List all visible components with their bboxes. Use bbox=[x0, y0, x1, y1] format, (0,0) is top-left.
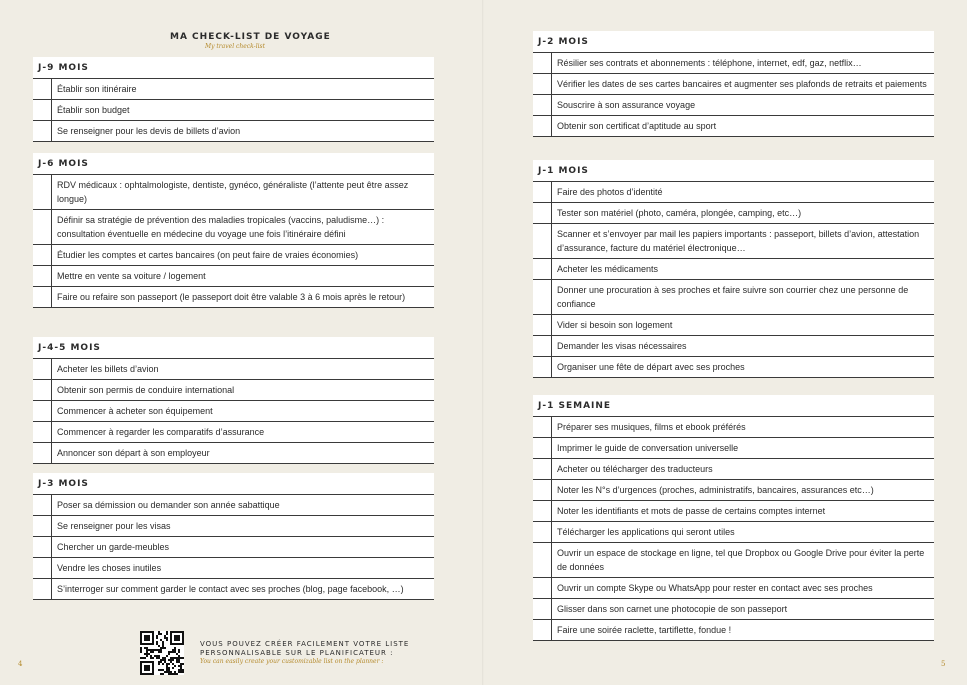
checkbox[interactable] bbox=[33, 287, 52, 307]
section-header bbox=[533, 31, 934, 53]
checkbox[interactable] bbox=[33, 100, 52, 120]
section-j-2-mois bbox=[533, 31, 934, 137]
checklist-item-label: Étudier les comptes et cartes bancaires (on peut faire de vraies économies) bbox=[57, 250, 359, 260]
checkbox[interactable] bbox=[33, 79, 52, 99]
checklist-item-label: Acheter ou télécharger des traducteurs bbox=[557, 464, 713, 474]
checkbox[interactable] bbox=[33, 210, 52, 244]
section-header bbox=[33, 57, 434, 79]
page-subtitle: My travel check-list bbox=[204, 43, 266, 50]
checklist-item-label: Établir son itinéraire bbox=[57, 84, 137, 94]
checklist-item-label: Ouvrir un compte Skype ou WhatsApp pour rester en contact avec ses proches bbox=[557, 583, 873, 593]
checkbox[interactable] bbox=[533, 203, 552, 223]
checklist-item bbox=[533, 259, 934, 280]
checkbox[interactable] bbox=[33, 380, 52, 400]
checklist-item-label: Télécharger les applications qui seront utiles bbox=[557, 527, 735, 537]
checklist-item-label: Résilier ses contrats et abonnements : téléphone, internet, edf, gaz, netflix… bbox=[557, 58, 862, 68]
checkbox[interactable] bbox=[533, 480, 552, 500]
section-header bbox=[33, 337, 434, 359]
checklist-item-label: Commencer à acheter son équipement bbox=[57, 406, 213, 416]
checkbox[interactable] bbox=[33, 422, 52, 442]
checkbox[interactable] bbox=[533, 620, 552, 640]
checkbox[interactable] bbox=[533, 53, 552, 73]
checklist-item-label: Acheter les médicaments bbox=[557, 264, 659, 274]
checklist-item-label: Établir son budget bbox=[57, 105, 130, 115]
qr-code-icon[interactable] bbox=[140, 631, 184, 675]
checklist-item-label: Imprimer le guide de conversation universelle bbox=[557, 443, 739, 453]
checklist-item-label: Mettre en vente sa voiture / logement bbox=[57, 271, 206, 281]
checklist-item-label: Chercher un garde-meubles bbox=[57, 542, 170, 552]
page-number-left: 4 bbox=[18, 660, 23, 668]
checklist-item-label: Vérifier les dates de ses cartes bancaires et augmenter ses plafonds de retraits et paiements bbox=[557, 79, 927, 89]
checklist-item bbox=[533, 522, 934, 543]
checkbox[interactable] bbox=[33, 175, 52, 209]
checklist-item-label: Se renseigner pour les devis de billets d’avion bbox=[57, 126, 241, 136]
checklist-item bbox=[533, 53, 934, 74]
page-number-right: 5 bbox=[941, 660, 946, 668]
section-title: J-1 SEMAINE bbox=[538, 400, 612, 411]
checklist-item-label: Obtenir son permis de conduire international bbox=[57, 385, 235, 395]
checklist-item bbox=[533, 357, 934, 378]
checkbox[interactable] bbox=[533, 357, 552, 377]
right-page bbox=[484, 0, 967, 685]
section-j-6-mois bbox=[33, 153, 434, 308]
checklist-item bbox=[33, 443, 434, 464]
checkbox[interactable] bbox=[533, 438, 552, 458]
checklist-item-label: Définir sa stratégie de prévention des maladies tropicales (vaccins, paludisme…) : consultation éventuelle en médecine du voyage une fois l’itinéraire défini bbox=[57, 215, 385, 239]
checkbox[interactable] bbox=[533, 459, 552, 479]
checklist-item bbox=[33, 401, 434, 422]
checklist-item bbox=[33, 100, 434, 121]
checklist-item-label: Souscrire à son assurance voyage bbox=[557, 100, 696, 110]
checklist-item-label: Commencer à regarder les comparatifs d’assurance bbox=[57, 427, 265, 437]
checklist-item bbox=[533, 620, 934, 641]
section-title: J-6 MOIS bbox=[38, 158, 89, 169]
checklist-item bbox=[533, 543, 934, 578]
checkbox[interactable] bbox=[533, 259, 552, 279]
checklist-item bbox=[533, 438, 934, 459]
checkbox[interactable] bbox=[33, 537, 52, 557]
section-j-1-mois bbox=[533, 160, 934, 378]
checklist-item bbox=[33, 121, 434, 142]
checkbox[interactable] bbox=[533, 599, 552, 619]
section-title: J-9 MOIS bbox=[38, 62, 89, 73]
footer-text bbox=[200, 640, 409, 666]
footer-line-2: PERSONNALISABLE SUR LE PLANIFICATEUR : bbox=[200, 649, 394, 657]
checkbox[interactable] bbox=[533, 543, 552, 577]
checkbox[interactable] bbox=[33, 495, 52, 515]
section-j-9-mois bbox=[33, 57, 434, 142]
checklist-item bbox=[33, 245, 434, 266]
section-header bbox=[533, 160, 934, 182]
checklist-item bbox=[533, 95, 934, 116]
checklist-item bbox=[533, 224, 934, 259]
checkbox[interactable] bbox=[533, 578, 552, 598]
checklist-item bbox=[33, 359, 434, 380]
checklist-item bbox=[533, 417, 934, 438]
checkbox[interactable] bbox=[33, 245, 52, 265]
checklist-item bbox=[533, 336, 934, 357]
checkbox[interactable] bbox=[33, 266, 52, 286]
section-title: J-2 MOIS bbox=[538, 36, 589, 47]
checklist-item bbox=[533, 459, 934, 480]
page-header bbox=[170, 32, 331, 50]
checklist-item bbox=[33, 495, 434, 516]
checklist-item bbox=[33, 579, 434, 600]
checklist-item bbox=[533, 501, 934, 522]
checkbox[interactable] bbox=[533, 116, 552, 136]
checkbox[interactable] bbox=[33, 401, 52, 421]
page-title: MA CHECK-LIST DE VOYAGE bbox=[170, 32, 331, 42]
checklist-item bbox=[33, 558, 434, 579]
left-page bbox=[0, 0, 483, 685]
checklist-item bbox=[533, 203, 934, 224]
checklist-item bbox=[33, 210, 434, 245]
checklist-item-label: Faire une soirée raclette, tartiflette, fondue ! bbox=[557, 625, 732, 635]
checkbox[interactable] bbox=[533, 522, 552, 542]
checklist-item-label: Acheter les billets d’avion bbox=[57, 364, 159, 374]
checkbox[interactable] bbox=[33, 121, 52, 141]
checkbox[interactable] bbox=[33, 579, 52, 599]
checkbox[interactable] bbox=[533, 336, 552, 356]
section-title: J-3 MOIS bbox=[38, 478, 89, 489]
checklist-item-label: Donner une procuration à ses proches et faire suivre son courrier chez une personne de confiance bbox=[557, 285, 909, 309]
checklist-item-label: Annoncer son départ à son employeur bbox=[57, 448, 210, 458]
checklist-item-label: Vendre les choses inutiles bbox=[57, 563, 162, 573]
checklist-item-label: Organiser une fête de départ avec ses proches bbox=[557, 362, 745, 372]
checklist-item-label: RDV médicaux : ophtalmologiste, dentiste, gynéco, généraliste (l’attente peut être assez longue) bbox=[57, 180, 409, 204]
checkbox[interactable] bbox=[533, 182, 552, 202]
checkbox[interactable] bbox=[533, 74, 552, 94]
checkbox[interactable] bbox=[33, 359, 52, 379]
section-header bbox=[33, 473, 434, 495]
checklist-item-label: Noter les N°s d’urgences (proches, administratifs, bancaires, assurances etc…) bbox=[557, 485, 874, 495]
checklist-item bbox=[33, 287, 434, 308]
checklist-item bbox=[533, 116, 934, 137]
checklist-item bbox=[33, 266, 434, 287]
checkbox[interactable] bbox=[533, 280, 552, 314]
checklist-item-label: Faire ou refaire son passeport (le passeport doit être valable 3 à 6 mois après le retour) bbox=[57, 292, 406, 302]
checkbox[interactable] bbox=[533, 95, 552, 115]
section-title: J-1 MOIS bbox=[538, 165, 589, 176]
checklist-item-label: Scanner et s’envoyer par mail les papiers importants : passeport, billets d’avion, attestation d’assurance, facture du matériel électronique… bbox=[557, 229, 920, 253]
checklist-item-label: Tester son matériel (photo, caméra, plongée, camping, etc…) bbox=[557, 208, 802, 218]
checkbox[interactable] bbox=[533, 224, 552, 258]
checklist-item bbox=[533, 599, 934, 620]
checklist-item bbox=[533, 578, 934, 599]
footer bbox=[140, 631, 409, 675]
footer-line-1: VOUS POUVEZ CRÉER FACILEMENT VOTRE LISTE bbox=[200, 640, 410, 648]
checklist-item bbox=[533, 280, 934, 315]
checklist-item-label: Se renseigner pour les visas bbox=[57, 521, 171, 531]
section-title: J-4-5 MOIS bbox=[38, 342, 101, 353]
checklist-item-label: Poser sa démission ou demander son année sabattique bbox=[57, 500, 280, 510]
section-j-1-semaine bbox=[533, 395, 934, 641]
checklist-item bbox=[533, 182, 934, 203]
checkbox[interactable] bbox=[33, 558, 52, 578]
section-header bbox=[533, 395, 934, 417]
checklist-item-label: Glisser dans son carnet une photocopie de son passeport bbox=[557, 604, 788, 614]
checklist-item bbox=[533, 74, 934, 95]
checklist-item bbox=[33, 175, 434, 210]
checklist-item bbox=[533, 315, 934, 336]
section-header bbox=[33, 153, 434, 175]
section-j-3-mois bbox=[33, 473, 434, 600]
checklist-item-label: Demander les visas nécessaires bbox=[557, 341, 687, 351]
checkbox[interactable] bbox=[533, 315, 552, 335]
checkbox[interactable] bbox=[533, 417, 552, 437]
checklist-item-label: Ouvrir un espace de stockage en ligne, tel que Dropbox ou Google Drive pour éviter la perte de données bbox=[557, 548, 925, 572]
section-j-4-5-mois bbox=[33, 337, 434, 464]
checkbox[interactable] bbox=[533, 501, 552, 521]
checklist-item-label: S’interroger sur comment garder le contact avec ses proches (blog, page facebook, …) bbox=[57, 584, 404, 594]
checklist-item-label: Obtenir son certificat d’aptitude au sport bbox=[557, 121, 717, 131]
checkbox[interactable] bbox=[33, 516, 52, 536]
checklist-item bbox=[33, 422, 434, 443]
checklist-item-label: Faire des photos d’identité bbox=[557, 187, 663, 197]
footer-subtitle: You can easily create your customizable list on the planner : bbox=[200, 658, 384, 665]
checklist-item bbox=[33, 537, 434, 558]
checklist-item bbox=[33, 516, 434, 537]
checklist-item bbox=[533, 480, 934, 501]
checklist-item-label: Noter les identifiants et mots de passe de certains comptes internet bbox=[557, 506, 826, 516]
checklist-item-label: Préparer ses musiques, films et ebook préférés bbox=[557, 422, 746, 432]
checklist-item bbox=[33, 79, 434, 100]
checkbox[interactable] bbox=[33, 443, 52, 463]
checklist-item bbox=[33, 380, 434, 401]
checklist-item-label: Vider si besoin son logement bbox=[557, 320, 673, 330]
